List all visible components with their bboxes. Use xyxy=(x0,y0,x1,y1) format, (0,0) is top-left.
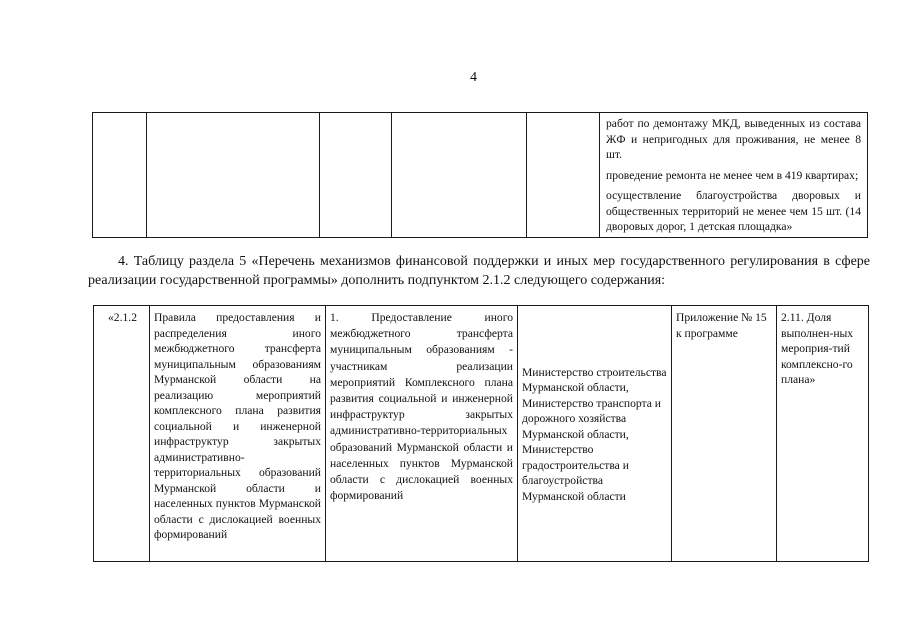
executors: Министерство строительства Мурманской области, Министерство транспорта и дорожного хозяйства Мурманской области, Министерство градостроительства и благоустройства Мурманской области xyxy=(522,365,667,503)
measure-description-cell xyxy=(326,306,518,562)
result-line: проведение ремонта не менее чем в 419 квартирах; xyxy=(606,168,859,182)
table-cell xyxy=(93,113,147,238)
table-row xyxy=(93,113,868,238)
result-line: работ по демонтажу МКД, выведенных из состава ЖФ и непригодных для проживания, не менее 8 шт. xyxy=(606,117,861,161)
result-line: осуществление благоустройства дворовых и общественных территорий не менее чем 15 шт. (14 дворовых дорог, 1 детская площадка» xyxy=(606,189,861,233)
table-row xyxy=(94,306,869,562)
row-number-cell xyxy=(94,306,150,562)
indicator: 2.11. Доля выполнен-ных мероприя-тий комплексно-го плана» xyxy=(781,311,854,386)
table-cell xyxy=(527,113,600,238)
amendment-text: 4. Таблицу раздела 5 «Перечень механизмов финансовой поддержки и иных мер государственного регулирования в сфере реализации государственной программы» дополнить подпунктом 2.1.2 следующего содержания: xyxy=(88,254,870,288)
indicator-cell xyxy=(777,306,869,562)
amendment-paragraph xyxy=(88,253,870,290)
page-number: 4 xyxy=(470,70,477,85)
appendix-reference: Приложение № 15 к программе xyxy=(676,311,767,340)
amendment-table xyxy=(93,305,869,562)
table-cell xyxy=(320,113,392,238)
results-cell xyxy=(600,113,868,238)
appendix-cell xyxy=(672,306,777,562)
row-number: «2.1.2 xyxy=(108,311,137,324)
executors-cell xyxy=(518,306,672,562)
measure-name: Правила предоставления и распределения иного межбюджетного трансферта муниципальным образованиям Мурманской области на реализацию мероприятий комплексного плана развития социальной и инженерной инфраструктур закрытых административно-территориальных образований Мурманской области и населенных пунктов Мурманской области с дислокацией военных формирований xyxy=(154,311,321,541)
measure-description: 1. Предоставление иного межбюджетного трансферта муниципальным образованиям - участникам реализации мероприятий Комплексного плана развития социальной и инженерной инфраструктур закрытых административно-территориальных образований Мурманской области и населенных пунктов Мурманской области с дислокацией военных формирований xyxy=(330,311,513,503)
continued-table xyxy=(92,112,868,238)
measure-name-cell xyxy=(150,306,326,562)
table-cell xyxy=(147,113,320,238)
table-cell xyxy=(392,113,527,238)
